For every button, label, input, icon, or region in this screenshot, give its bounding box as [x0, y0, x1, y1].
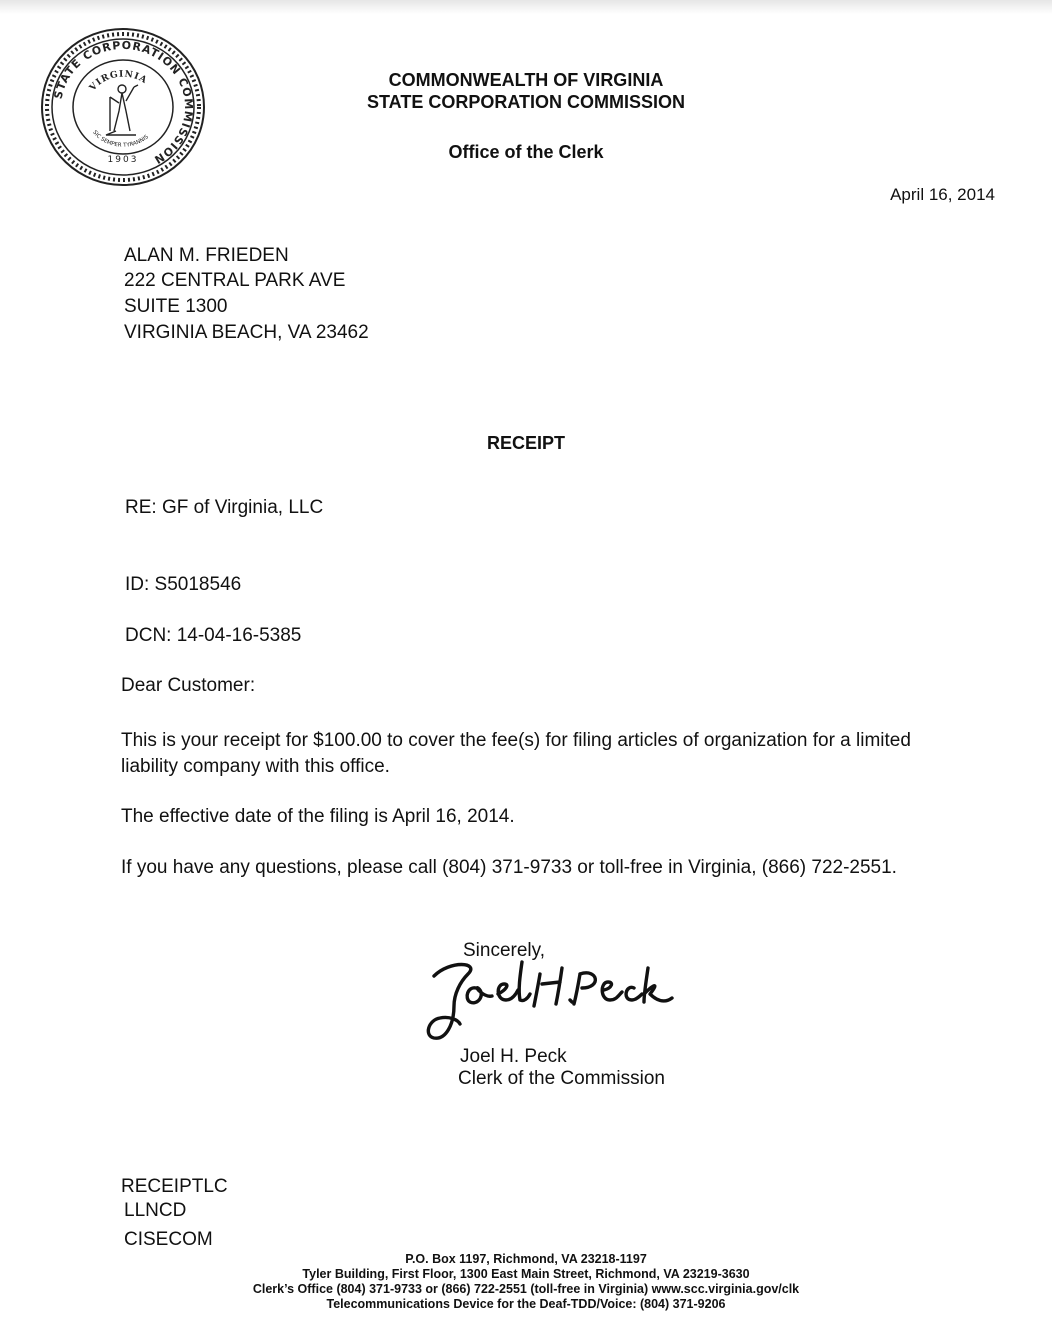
seal-ring-text: STATE CORPORATION COMMISSION [51, 38, 196, 167]
reference-re: RE: GF of Virginia, LLC [125, 497, 324, 518]
header-office: Office of the Clerk [448, 142, 604, 162]
address-city: VIRGINIA BEACH, VA 23462 [124, 322, 369, 343]
footer-tdd: Telecommunications Device for the Deaf-TDD/Voice: (804) 371-9206 [326, 1297, 726, 1311]
salutation: Dear Customer: [121, 675, 256, 696]
code-llncd: LLNCD [124, 1200, 187, 1221]
address-name: ALAN M. FRIEDEN [124, 245, 289, 266]
paragraph-2: The effective date of the filing is April 16, 2014. [121, 806, 515, 827]
header-commission: STATE CORPORATION COMMISSION [367, 92, 685, 112]
footer-po-box: P.O. Box 1197, Richmond, VA 23218-1197 [405, 1252, 647, 1266]
page-top-shadow [0, 0, 1052, 14]
closing: Sincerely, [463, 940, 546, 961]
letter-date: April 16, 2014 [890, 185, 995, 204]
header-commonwealth: COMMONWEALTH OF VIRGINIA [388, 70, 664, 90]
seal-motto: SIC SEMPER TYRANNIS [91, 129, 150, 149]
paragraph-3: If you have any questions, please call (804) 371-9733 or toll-free in Virginia, (866) 722-2551. [121, 857, 897, 878]
footer-contact: Clerk’s Office (804) 371-9733 or (866) 722-2551 (toll-free in Virginia) www.scc.virginia.gov/clk [252, 1282, 800, 1296]
signer-name: Joel H. Peck [460, 1046, 567, 1067]
seal-inner-text: VIRGINIA [87, 69, 149, 94]
reference-id: ID: S5018546 [125, 574, 242, 595]
address-suite: SUITE 1300 [124, 296, 228, 317]
paragraph-1-line-2: liability company with this office. [121, 756, 390, 777]
footer-building: Tyler Building, First Floor, 1300 East Main Street, Richmond, VA 23219-3630 [302, 1267, 750, 1281]
code-cisecom: CISECOM [124, 1229, 213, 1250]
address-street: 222 CENTRAL PARK AVE [124, 270, 346, 291]
receipt-title: RECEIPT [486, 433, 565, 453]
handwritten-signature [420, 954, 676, 1046]
signer-title: Clerk of the Commission [458, 1068, 665, 1089]
code-receiptlc: RECEIPTLC [121, 1176, 228, 1197]
paragraph-1-line-1: This is your receipt for $100.00 to cover the fee(s) for filing articles of organization for a limited [121, 730, 911, 751]
seal-year: 1903 [107, 155, 139, 165]
reference-dcn: DCN: 14-04-16-5385 [125, 625, 302, 646]
